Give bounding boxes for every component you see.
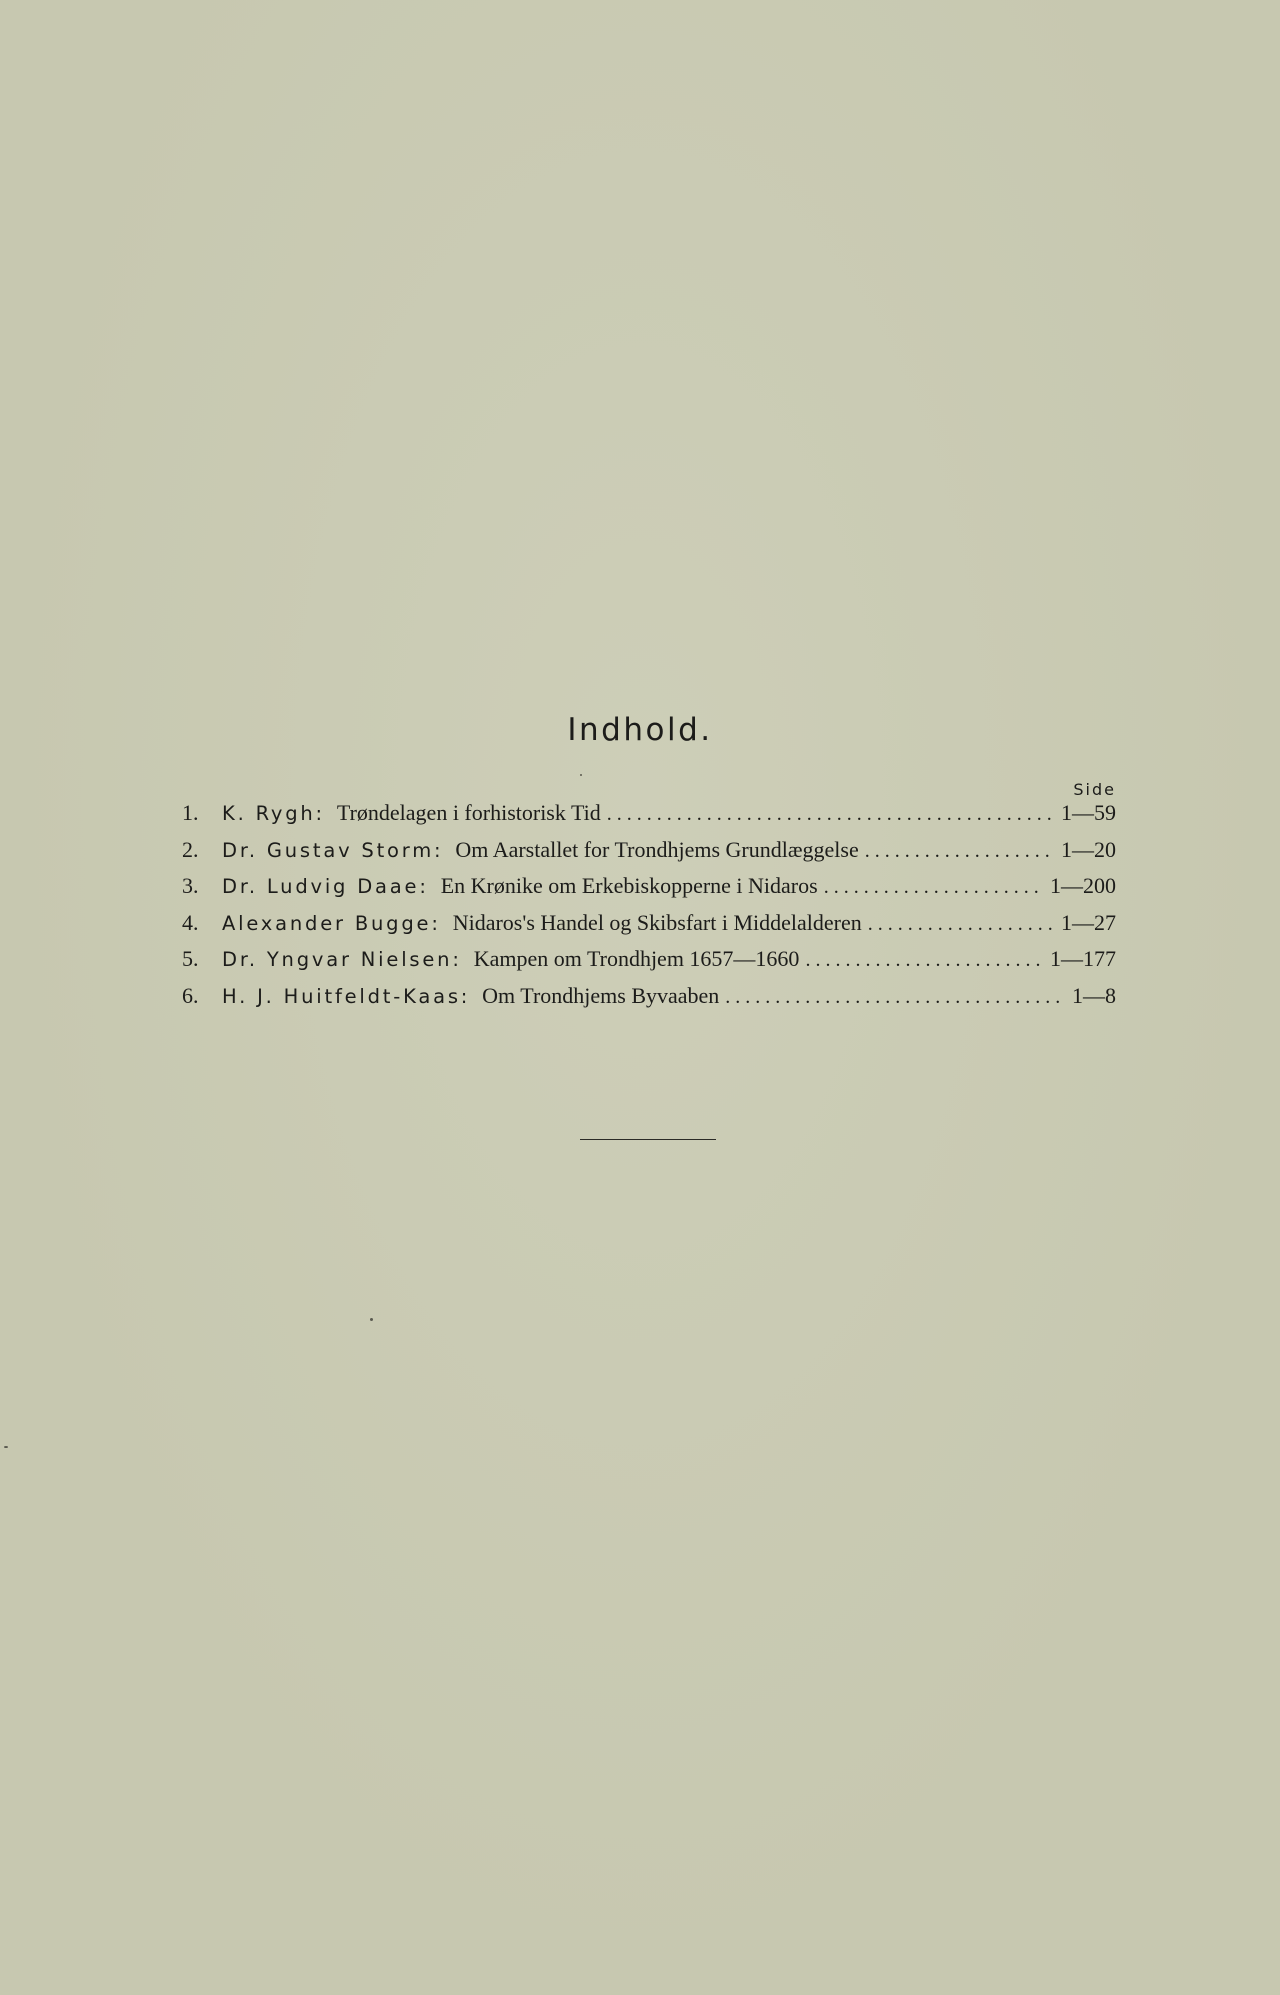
- entry-title: Om Aarstallet for Trondhjems Grundlæggelse: [455, 836, 859, 862]
- page-title: Indhold.: [567, 712, 713, 748]
- page-column-label: Side: [1073, 780, 1116, 799]
- entry-title: En Krønike om Erkebiskopperne i Nidaros: [440, 873, 818, 899]
- toc-entry: [182, 837, 1116, 874]
- entry-pages: 1—200: [1050, 873, 1116, 899]
- entry-author: Alexander Bugge:: [222, 911, 441, 935]
- dot-leader: [607, 803, 1055, 826]
- entry-title: Kampen om Trondhjem 1657—1660: [473, 946, 800, 972]
- paper-speck: [4, 1446, 8, 1448]
- table-of-contents: [182, 800, 1116, 1020]
- entry-author: Dr. Ludvig Daae:: [222, 875, 429, 899]
- entry-pages: 1—27: [1061, 909, 1116, 935]
- entry-author: Dr. Gustav Storm:: [222, 838, 444, 862]
- entry-title: Trøndelagen i forhistorisk Tid: [336, 800, 601, 825]
- dot-leader: [865, 840, 1055, 863]
- entry-title: Om Trondhjems Byvaaben: [482, 982, 720, 1008]
- dot-leader: [725, 986, 1066, 1009]
- entry-pages: 1—20: [1061, 836, 1116, 862]
- entry-pages: 1—8: [1072, 982, 1116, 1008]
- entry-number: 6.: [182, 982, 199, 1008]
- entry-title: Nidaros's Handel og Skibsfart i Middelalderen: [452, 909, 862, 935]
- dot-leader: [868, 913, 1055, 936]
- toc-entry: [182, 983, 1116, 1020]
- entry-author: K. Rygh:: [222, 802, 325, 825]
- dot-leader: [824, 876, 1044, 899]
- entry-number: 1.: [182, 800, 199, 825]
- toc-entry: [182, 873, 1116, 910]
- entry-author: H. J. Huitfeldt-Kaas:: [222, 984, 471, 1008]
- toc-entry: [182, 910, 1116, 947]
- toc-entry: [182, 800, 1116, 837]
- dot-leader: [805, 949, 1044, 972]
- entry-number: 4.: [182, 909, 199, 935]
- paper-speck: [580, 774, 582, 776]
- toc-entry: [182, 946, 1116, 983]
- entry-number: 3.: [182, 873, 199, 899]
- section-divider: [580, 1139, 716, 1140]
- entry-number: 5.: [182, 946, 199, 972]
- entry-pages: 1—177: [1050, 946, 1116, 972]
- paper-speck: [370, 1318, 373, 1321]
- entry-pages: 1—59: [1061, 800, 1116, 825]
- entry-author: Dr. Yngvar Nielsen:: [222, 948, 462, 972]
- entry-number: 2.: [182, 836, 199, 862]
